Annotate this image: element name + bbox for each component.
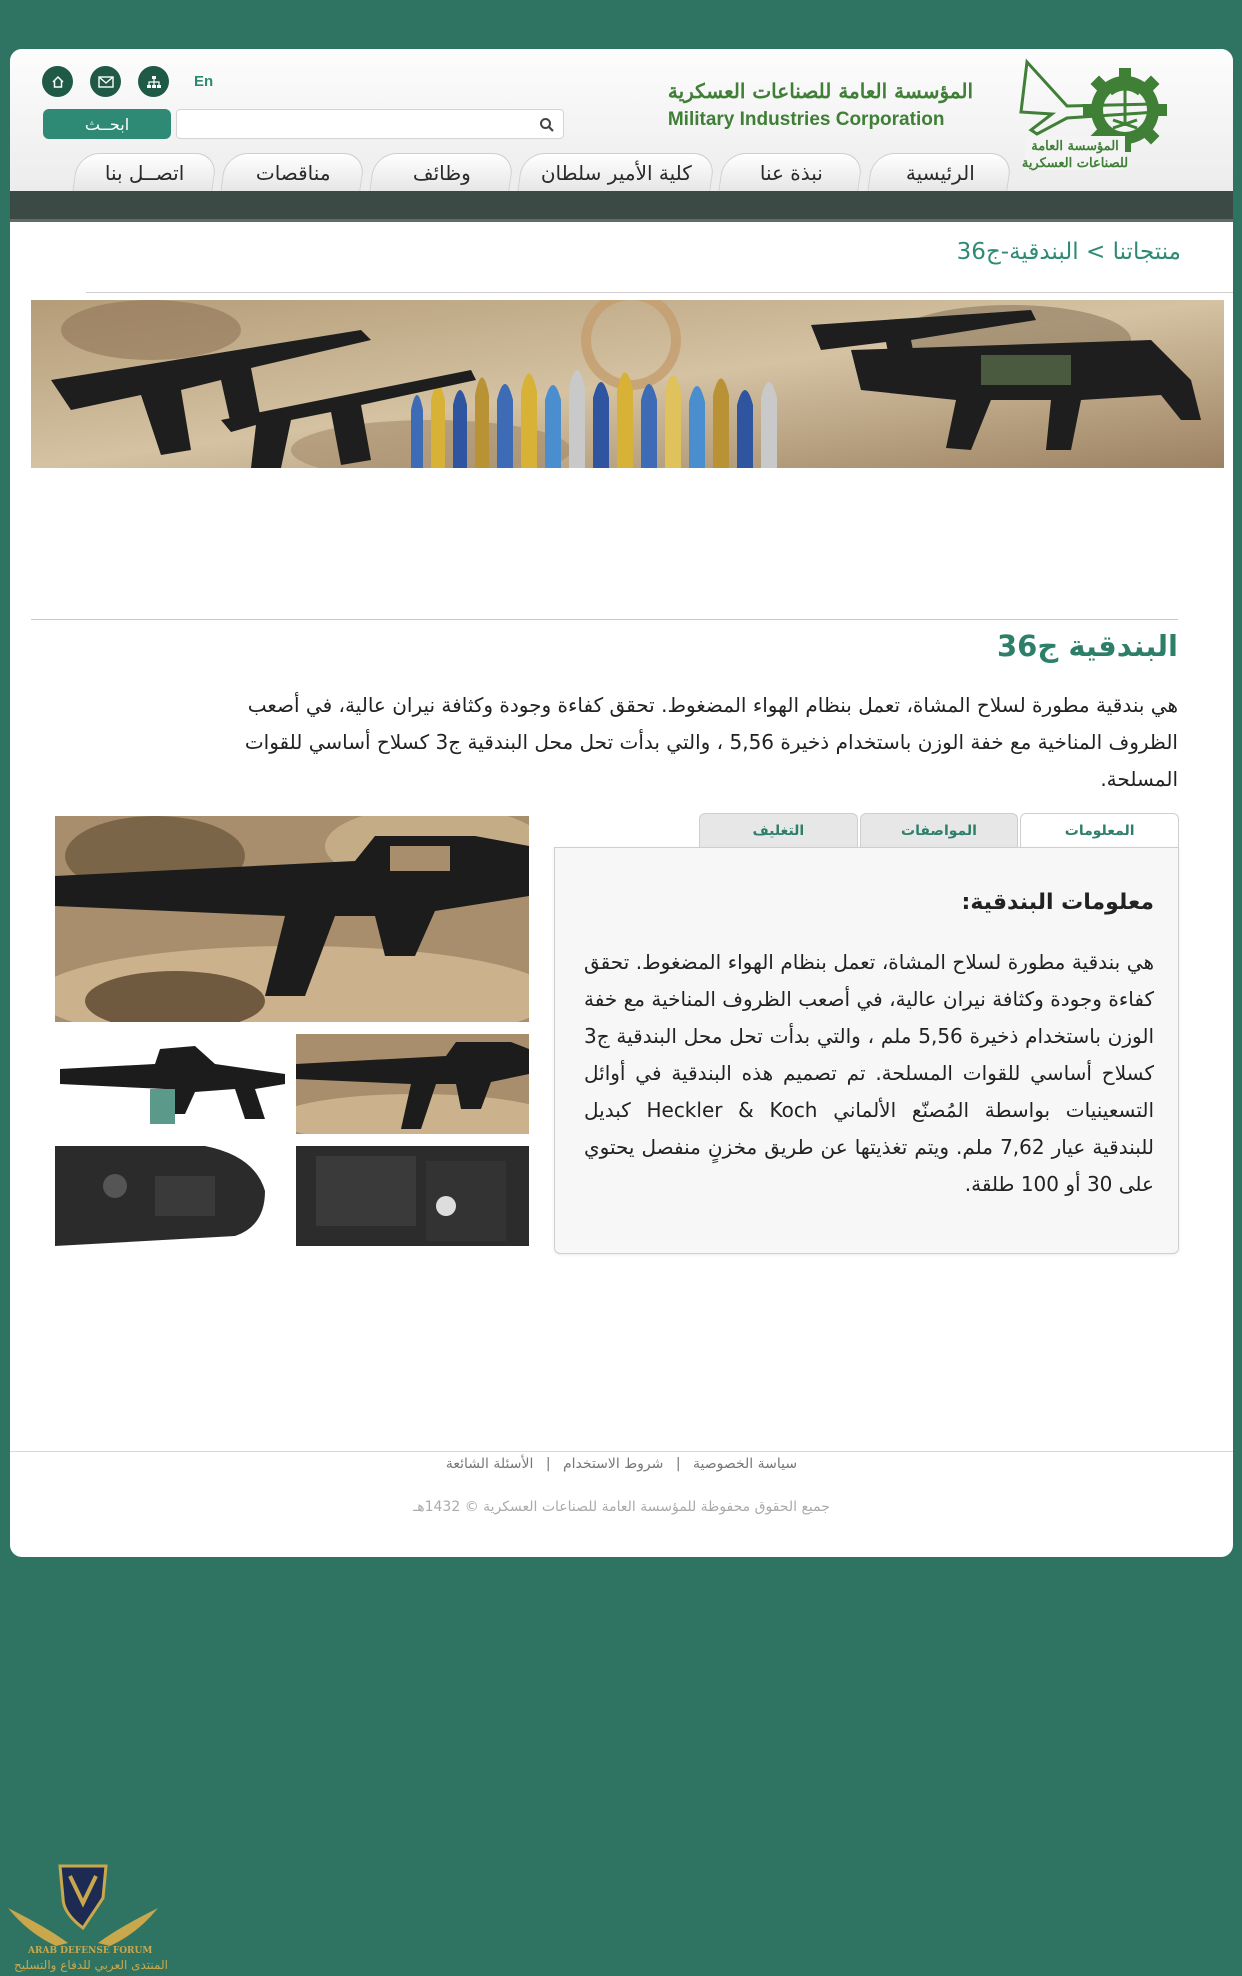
gallery-thumb-1[interactable] [55, 1034, 288, 1134]
nav-item-college[interactable] [517, 153, 716, 191]
nav-item-jobs[interactable] [369, 153, 515, 191]
sitemap-icon[interactable] [138, 66, 169, 97]
main-nav [75, 153, 1010, 191]
watermark-text-en: ARAB DEFENSE FORUM [28, 1946, 153, 1956]
panel-body: هي بندقية مطورة لسلاح المشاة، تعمل بنظام الهواء المضغوط. تحقق كفاءة وجودة وكثافة نيران عالية، في أصعب الظروف المناخية مع خفة الوزن باستخدام ذخيرة 5,56 ملم ، والتي بدأت تحل محل البندقية ج3 كسلاح أساسي للقوات المسلحة. تم تصميم هذه البندقية في أوائل التسعينيات بواسطة المُصنّع الألماني Heckler & Koch كبديل للبندقية عيار 7,62 ملم. ويتم تغذيتها عن طريق مخزنٍ منفصل يحتوي على 30 أو 100 طلقة. [584, 950, 1155, 1196]
language-toggle[interactable]: En [194, 73, 214, 90]
footer-link-faq[interactable]: الأسئلة الشائعة [445, 1456, 534, 1472]
watermark-text-ar: المنتدى العربي للدفاع والتسليح [14, 1958, 168, 1972]
section-divider [31, 619, 1178, 620]
svg-text:المؤسسة العامة: المؤسسة العامة [1031, 139, 1119, 154]
footer-separator: | [675, 1456, 681, 1472]
search-bar [43, 109, 564, 139]
nav-label: اتصــل بنا [105, 160, 185, 185]
search-icon[interactable] [539, 117, 555, 133]
gallery-thumb-4[interactable] [296, 1146, 529, 1246]
page-card [10, 49, 1233, 1557]
logo-text-block [668, 79, 973, 131]
nav-label: الرئيسية [905, 160, 975, 185]
svg-text:للصناعات العسكرية: للصناعات العسكرية [1021, 156, 1129, 171]
search-button[interactable]: ابحــث [43, 109, 171, 139]
tab-information[interactable]: المعلومات [1020, 813, 1179, 848]
product-intro: هي بندقية مطورة لسلاح المشاة، تعمل بنظام الهواء المضغوط. تحقق كفاءة وجودة وكثافة نيران عالية، في أصعب الظروف المناخية مع خفة الوزن باستخدام ذخيرة 5,56 ، والتي بدأت تحل محل البندقية ج3 كسلاح أساسي للقوات المسلحة. [244, 693, 1178, 791]
tab-panel [554, 847, 1179, 1254]
gallery-main-image[interactable] [55, 816, 529, 1022]
nav-item-tenders[interactable] [221, 153, 367, 191]
site-header [10, 49, 1233, 191]
footer-link-privacy[interactable]: سياسة الخصوصية [693, 1456, 798, 1472]
search-input[interactable] [177, 110, 563, 138]
nav-label: نبذة عنا [759, 160, 823, 185]
logo-text-english: Military Industries Corporation [667, 109, 945, 130]
logo-text-arabic: المؤسسة العامة للصناعات العسكرية [667, 79, 973, 103]
nav-item-home[interactable] [867, 153, 1013, 191]
breadcrumb[interactable]: منتجاتنا > البندقية-ج36 [956, 239, 1181, 265]
product-tabs [699, 813, 1179, 848]
footer-links [10, 1456, 1233, 1472]
search-field-wrap [176, 109, 564, 139]
nav-item-contact[interactable] [72, 153, 218, 191]
mic-emblem-logo[interactable] [1007, 54, 1185, 174]
copyright-text: جميع الحقوق محفوظة للمؤسسة العامة للصناعات العسكرية © 1432هـ [413, 1499, 830, 1515]
footer-link-terms[interactable]: شروط الاستخدام [563, 1456, 664, 1472]
tab-packaging[interactable]: التغليف [699, 813, 858, 848]
breadcrumb-divider [86, 292, 1233, 293]
footer-separator: | [545, 1456, 551, 1472]
tab-specifications[interactable]: المواصفات [860, 813, 1019, 848]
gallery-thumb-2[interactable] [296, 1034, 529, 1134]
mail-icon[interactable] [90, 66, 121, 97]
panel-title: معلومات البندقية: [961, 890, 1154, 915]
footer-divider [10, 1451, 1233, 1452]
product-banner-image [31, 300, 1224, 468]
nav-label: كلية الأمير سلطان [541, 160, 693, 185]
nav-item-about[interactable] [719, 153, 865, 191]
product-title: البندقية ج36 [996, 629, 1178, 663]
nav-label: وظائف [412, 160, 471, 185]
gallery-thumb-3[interactable] [55, 1146, 288, 1246]
nav-underline-bar [10, 191, 1233, 222]
nav-label: مناقصات [256, 160, 331, 185]
utility-icons [42, 66, 213, 97]
home-icon[interactable] [42, 66, 73, 97]
